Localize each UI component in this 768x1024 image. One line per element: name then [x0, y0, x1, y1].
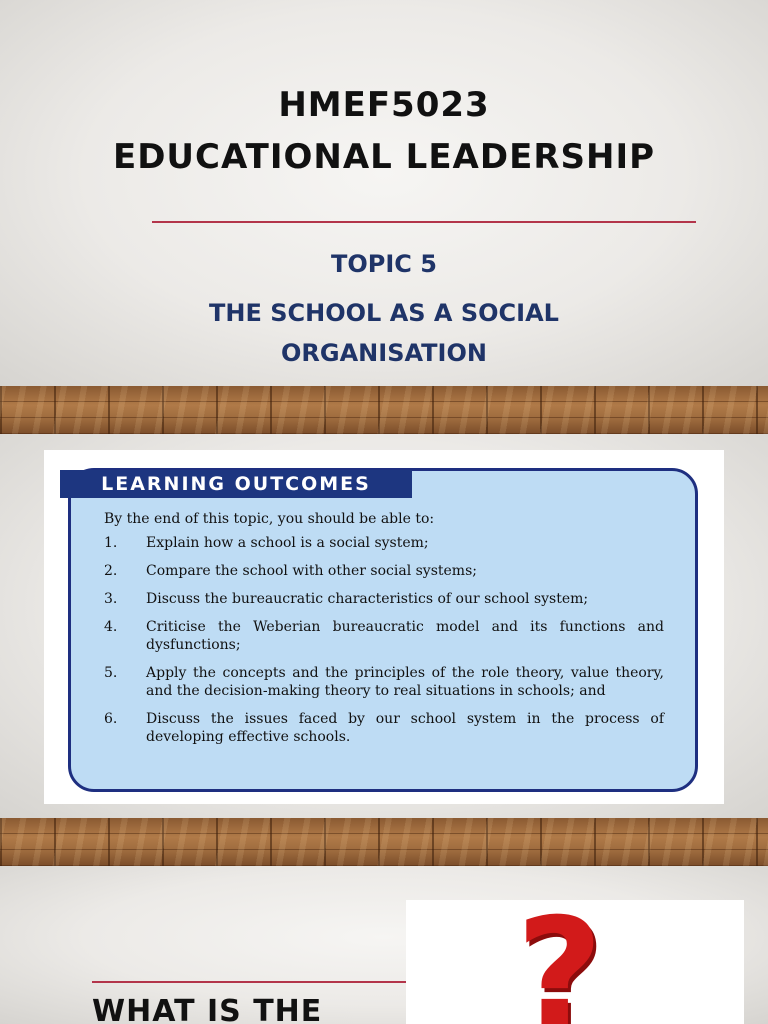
item-text: Apply the concepts and the principles of the role theory, value theory, and the decision-making theory to real situations in schools; and — [146, 665, 664, 699]
title-slide — [0, 0, 768, 386]
outcomes-list — [104, 534, 664, 746]
item-number: 3. — [104, 591, 118, 607]
outcomes-text — [104, 510, 664, 756]
divider-rule — [92, 981, 406, 983]
item-number: 5. — [104, 665, 118, 681]
item-number: 6. — [104, 711, 118, 727]
item-number: 2. — [104, 563, 118, 579]
course-title: EDUCATIONAL LEADERSHIP — [112, 137, 656, 177]
item-text: Criticise the Weberian bureaucratic model and its functions and dysfunctions; — [146, 619, 664, 653]
slide-heading: WHAT IS THE — [92, 994, 323, 1024]
item-text: Explain how a school is a social system; — [146, 535, 429, 551]
list-item — [104, 664, 664, 700]
list-item — [104, 590, 664, 608]
item-text: Discuss the bureaucratic characteristics of our school system; — [146, 591, 589, 607]
item-number: 1. — [104, 535, 118, 551]
question-slide — [0, 866, 768, 1024]
outcomes-intro: By the end of this topic, you should be able to: — [104, 511, 435, 527]
wood-floor-divider — [0, 386, 768, 434]
list-item — [104, 534, 664, 552]
item-text: Compare the school with other social systems; — [146, 563, 477, 579]
topic-label: TOPIC 5 — [331, 250, 437, 278]
learning-outcomes-header: LEARNING OUTCOMES — [60, 470, 412, 498]
wood-floor-divider — [0, 818, 768, 866]
list-item — [104, 710, 664, 746]
question-mark-icon: ? — [516, 887, 604, 1024]
item-number: 4. — [104, 619, 118, 635]
list-item — [104, 562, 664, 580]
item-text: Discuss the issues faced by our school system in the process of developing effective schools. — [146, 711, 664, 745]
topic-title-line2: ORGANISATION — [281, 339, 487, 367]
list-item — [104, 618, 664, 654]
question-image — [406, 887, 744, 1024]
topic-title-line1: THE SCHOOL AS A SOCIAL — [209, 299, 559, 327]
course-code: HMEF5023 — [278, 85, 490, 125]
divider-rule — [152, 221, 696, 223]
